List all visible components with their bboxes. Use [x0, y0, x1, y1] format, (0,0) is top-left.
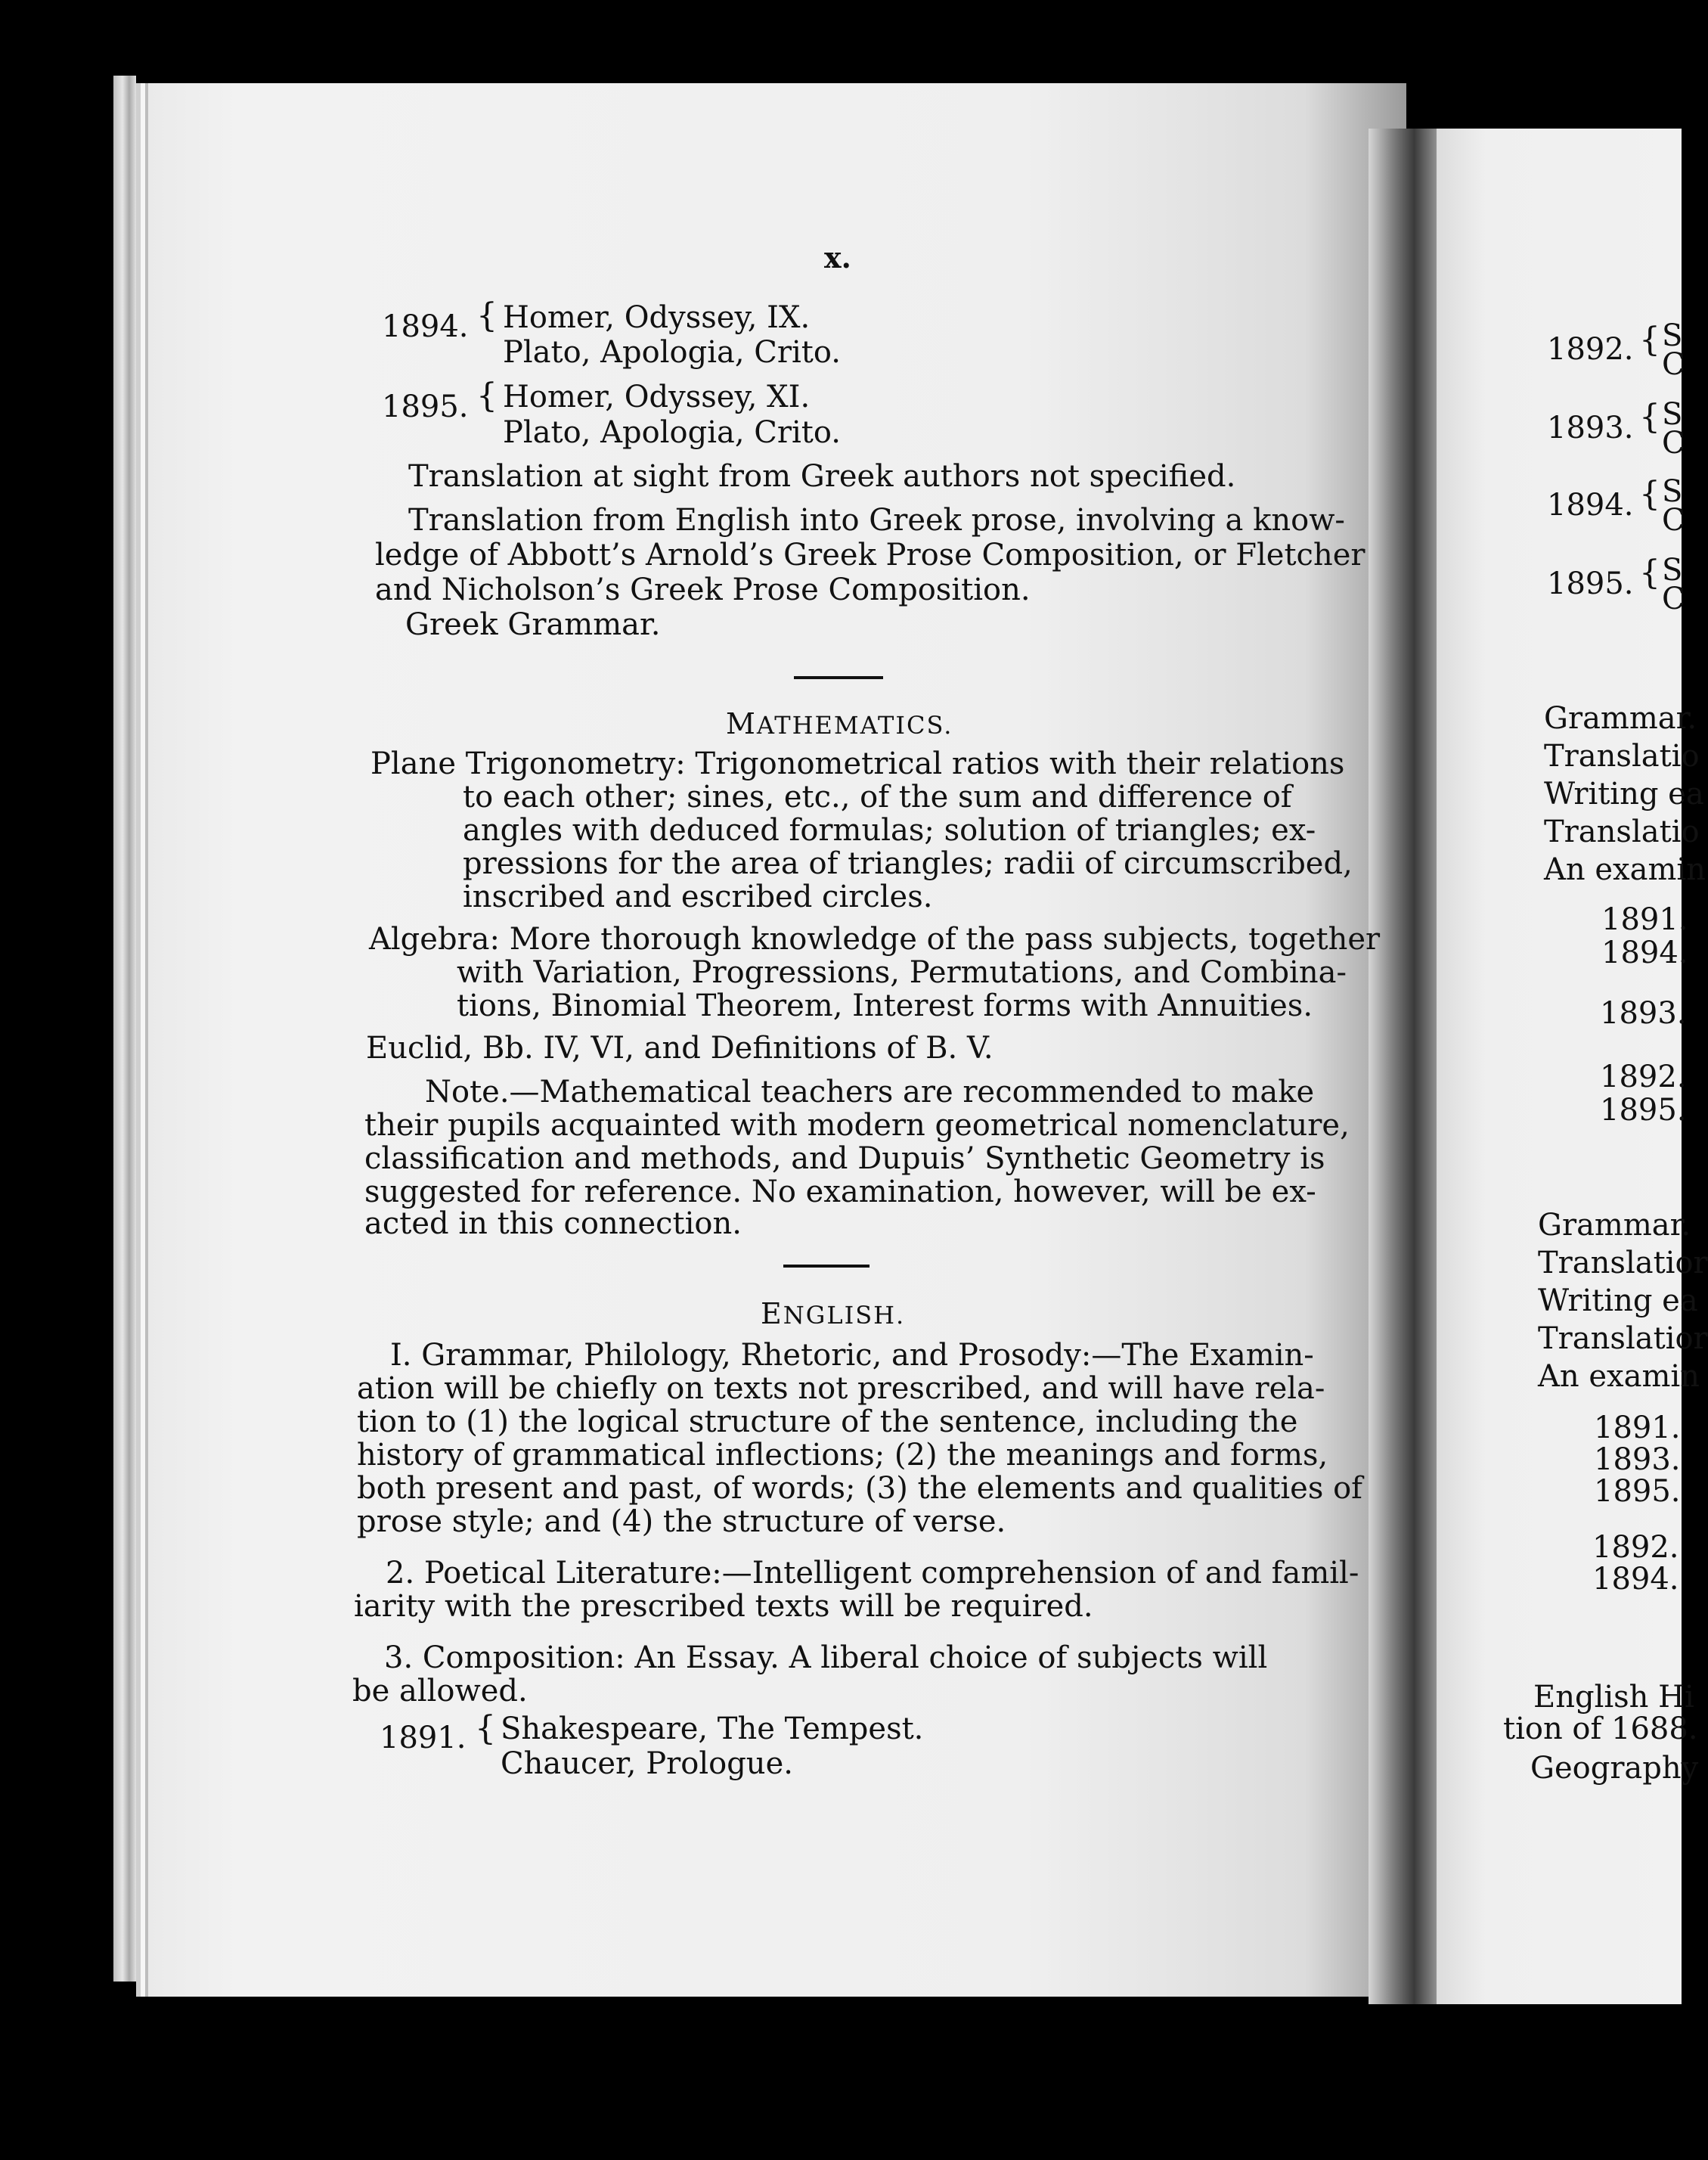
brace-icon: { — [475, 1709, 496, 1748]
paragraph-line: suggested for reference. No examination, however, will be ex- — [364, 1175, 1316, 1209]
reading-line: Plato, Apologia, Crito. — [503, 415, 841, 450]
cut-text: Grammar. — [1544, 701, 1697, 736]
paragraph-line: acted in this connection. — [364, 1206, 742, 1241]
cut-text: Geography — [1530, 1751, 1699, 1786]
paragraph-line: with Variation, Progressions, Permutations, and Combina- — [457, 955, 1347, 990]
greek-grammar: Greek Grammar. — [405, 607, 661, 642]
paragraph-line: Note.—Mathematical teachers are recommended to make — [425, 1075, 1315, 1109]
paragraph-line: angles with deduced formulas; solution of triangles; ex- — [463, 813, 1316, 848]
brace-icon: { — [1639, 475, 1660, 514]
paragraph-line: their pupils acquainted with modern geometrical nomenclature, — [364, 1108, 1350, 1143]
section-divider — [794, 676, 883, 679]
year-label: 1892. — [1547, 332, 1634, 367]
paragraph-line: tion to (1) the logical structure of the sentence, including the — [357, 1404, 1298, 1439]
paragraph-line: 3. Composition: An Essay. A liberal choice of subjects will — [384, 1640, 1268, 1675]
cut-text: Translatior — [1538, 1321, 1708, 1356]
page-number: x. — [824, 241, 851, 275]
paragraph-line: Plane Trigonometry: Trigonometrical ratios with their relations — [370, 746, 1345, 781]
year-label: 1893. — [1594, 1442, 1681, 1477]
cut-text: S — [1662, 397, 1683, 432]
year-label: 1892. — [1600, 1060, 1687, 1094]
cut-text: An examin — [1544, 852, 1706, 887]
year-label: 1894. — [1547, 488, 1634, 523]
paragraph-line: 2. Poetical Literature:—Intelligent comprehension of and famil- — [386, 1556, 1359, 1591]
paragraph-line: tions, Binomial Theorem, Interest forms with Annuities. — [457, 988, 1313, 1023]
year-label: 1892. — [1592, 1530, 1679, 1565]
greek-sight-translation: Translation at sight from Greek authors not specified. — [408, 459, 1236, 494]
reading-year: 1895. — [382, 389, 469, 424]
cut-text: tion of 1688. — [1503, 1712, 1698, 1746]
cut-text: English Hi — [1533, 1680, 1694, 1715]
year-label: 1893. — [1547, 411, 1634, 445]
cut-text: Writing ea — [1544, 777, 1704, 812]
paragraph-line: Algebra: More thorough knowledge of the pass subjects, together — [369, 922, 1381, 957]
paragraph-line: and Nicholson’s Greek Prose Composition. — [375, 573, 1031, 607]
brace-icon: { — [1639, 398, 1660, 436]
year-label: 1891. — [1601, 902, 1688, 937]
cut-text: S — [1662, 318, 1683, 353]
reading-year: 1891. — [380, 1721, 467, 1755]
cut-text: Grammar. — [1538, 1208, 1691, 1243]
paragraph-line: be allowed. — [352, 1674, 528, 1708]
euclid-line: Euclid, Bb. IV, VI, and Definitions of B. V. — [366, 1031, 993, 1066]
paragraph-line: I. Grammar, Philology, Rhetoric, and Prosody:—The Examin- — [390, 1338, 1314, 1373]
cut-text: An examin — [1538, 1359, 1700, 1394]
reading-year: 1894. — [382, 309, 469, 344]
cut-text: C — [1662, 426, 1685, 461]
year-label: 1894. — [1592, 1562, 1679, 1597]
paragraph-line: to each other; sines, etc., of the sum and difference of — [463, 780, 1292, 815]
english-heading: ENGLISH. — [761, 1297, 906, 1330]
cut-text: C — [1662, 347, 1685, 382]
reading-line: Chaucer, Prologue. — [501, 1746, 793, 1781]
paragraph-line: inscribed and escribed circles. — [463, 880, 933, 914]
paragraph-line: pressions for the area of triangles; radii of circumscribed, — [463, 846, 1353, 881]
section-divider — [783, 1265, 869, 1268]
paragraph-line: Translation from English into Greek prose, involving a know- — [408, 503, 1345, 538]
cut-text: Translatio — [1544, 739, 1700, 774]
cut-text: C — [1662, 582, 1685, 616]
brace-icon: { — [476, 377, 498, 415]
cut-text: Translatior — [1538, 1246, 1708, 1280]
page-stack-edge — [113, 76, 136, 1982]
cut-text: S — [1662, 553, 1683, 588]
paragraph-line: prose style; and (4) the structure of verse. — [357, 1504, 1006, 1539]
paragraph-line: ation will be chiefly on texts not prescribed, and will have rela- — [357, 1371, 1325, 1406]
year-label: 1893. — [1600, 996, 1687, 1031]
year-label: 1891. — [1594, 1411, 1681, 1445]
cut-text: C — [1662, 503, 1685, 538]
reading-line: Shakespeare, The Tempest. — [501, 1712, 924, 1746]
brace-icon: { — [476, 296, 498, 335]
paragraph-line: classification and methods, and Dupuis’ Synthetic Geometry is — [364, 1141, 1325, 1176]
cut-text: S — [1662, 474, 1683, 509]
mathematics-heading: MATHEMATICS. — [726, 707, 953, 740]
brace-icon: { — [1639, 321, 1660, 359]
year-label: 1895. — [1594, 1474, 1681, 1509]
year-label: 1894. — [1601, 936, 1688, 970]
paragraph-line: ledge of Abbott’s Arnold’s Greek Prose Composition, or Fletcher — [375, 538, 1365, 573]
brace-icon: { — [1639, 554, 1660, 592]
reading-line: Homer, Odyssey, IX. — [503, 300, 811, 335]
cut-text: Translatio — [1544, 815, 1700, 849]
year-label: 1895. — [1600, 1093, 1687, 1128]
paragraph-line: iarity with the prescribed texts will be required. — [354, 1589, 1093, 1624]
paragraph-line: history of grammatical inflections; (2) the meanings and forms, — [357, 1438, 1328, 1473]
reading-line: Plato, Apologia, Crito. — [503, 335, 841, 370]
year-label: 1895. — [1547, 566, 1634, 601]
reading-line: Homer, Odyssey, XI. — [503, 380, 811, 414]
paragraph-line: both present and past, of words; (3) the elements and qualities of — [357, 1471, 1362, 1506]
cut-text: Writing ea — [1538, 1283, 1698, 1318]
